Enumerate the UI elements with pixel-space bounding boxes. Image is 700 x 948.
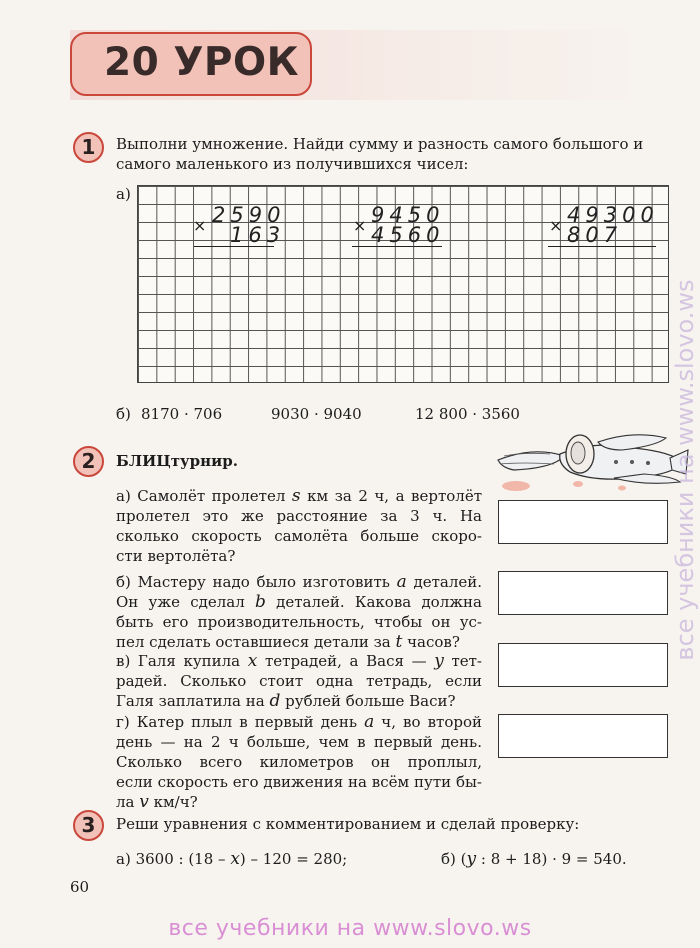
answer-box-c[interactable] <box>498 643 668 687</box>
example-3-top: 49300 <box>567 203 659 227</box>
task1-part-b-label: б) <box>116 405 131 423</box>
task-number-1: 1 <box>73 132 104 163</box>
multiply-sign: × <box>549 216 563 235</box>
part-b-item-2: 9030 · 9040 <box>271 405 362 423</box>
answer-box-d[interactable] <box>498 714 668 758</box>
task2c-line-3: Галя заплатила на d рублей больше Васи? <box>116 691 456 711</box>
task-number-3: 3 <box>73 810 104 841</box>
example-1-bottom: 163 <box>230 223 286 247</box>
example-3-underline <box>548 246 656 247</box>
cartoon-airplane-illustration <box>494 428 690 500</box>
example-2-top: 9450 <box>371 203 445 227</box>
task2d-line-5: ла v км/ч? <box>116 792 198 812</box>
task2d-line-2: день — на 2 ч больше, чем в первый день. <box>116 733 482 751</box>
task1-line-2: самого маленького из получившихся чисел: <box>116 155 469 173</box>
multiply-sign: × <box>193 216 207 235</box>
part-b-item-3: 12 800 · 3560 <box>415 405 520 423</box>
example-2-bottom: 4560 <box>371 223 445 247</box>
task2a-line-3: сколько скорость самолёта больше скоро- <box>116 527 482 545</box>
lesson-title: 20 УРОК <box>104 40 300 85</box>
equation-b: б) (y : 8 + 18) · 9 = 540. <box>441 849 627 869</box>
multiply-sign: × <box>353 216 367 235</box>
task2b-line-4: пел сделать оставшиеся детали за t часов? <box>116 632 460 652</box>
task1-part-a-label: а) <box>116 185 131 203</box>
watermark-bottom[interactable]: все учебники на www.slovo.ws <box>168 916 532 941</box>
task2d-line-1: г) Катер плыл в первый день a ч, во второй <box>116 712 482 732</box>
example-1-top: 2590 <box>212 203 286 227</box>
task2b-line-2: Он уже сделал b деталей. Какова должна <box>116 592 482 612</box>
task2d-line-4: если скорость его движения на всём пути бы- <box>116 773 482 791</box>
watermark-side: все учебники на www.slovo.ws <box>671 279 699 661</box>
task-number-2: 2 <box>73 446 104 477</box>
task2a-line-4: сти вертолёта? <box>116 547 236 565</box>
answer-box-b[interactable] <box>498 571 668 615</box>
task2b-line-1: б) Мастеру надо было изготовить a деталей. <box>116 572 482 592</box>
answer-box-a[interactable] <box>498 500 668 544</box>
task2c-line-2: радей. Сколько стоит одна тетрадь, если <box>116 672 482 690</box>
equation-a: а) 3600 : (18 – x) – 120 = 280; <box>116 849 348 869</box>
example-1-underline <box>194 246 274 247</box>
page-number: 60 <box>70 878 90 896</box>
task1-line-1: Выполни умножение. Найди сумму и разность самого большого и <box>116 135 644 153</box>
example-3-bottom: 807 <box>567 223 623 247</box>
part-b-item-1: 8170 · 706 <box>141 405 223 423</box>
task2b-line-3: быть его производительность, чтобы он ус- <box>116 613 482 631</box>
task2-title: БЛИЦтурнир. <box>116 452 238 470</box>
task2c-line-1: в) Галя купила x тетрадей, а Вася — y тет- <box>116 651 482 671</box>
task2a-line-2: пролетел это же расстояние за 3 ч. На <box>116 507 482 525</box>
task2d-line-3: Сколько всего километров он проплыл, <box>116 753 482 771</box>
task3-text: Реши уравнения с комментированием и сделай проверку: <box>116 815 580 833</box>
example-2-underline <box>352 246 442 247</box>
task2a-line-1: а) Самолёт пролетел s км за 2 ч, а вертолёт <box>116 486 483 506</box>
